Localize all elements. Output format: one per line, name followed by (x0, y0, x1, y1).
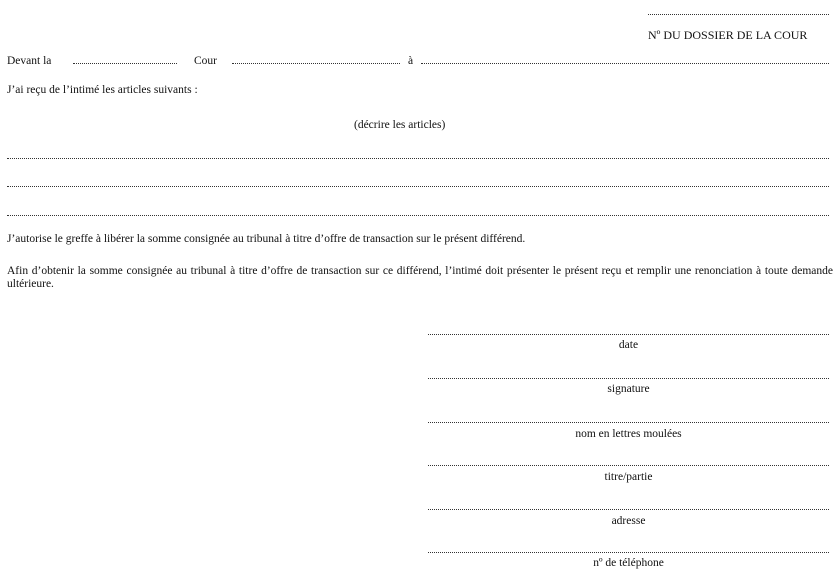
at-word: à (408, 55, 414, 67)
date-caption: date (618, 339, 639, 351)
phone-field[interactable] (428, 552, 829, 553)
address-caption: adresse (611, 515, 646, 527)
title-party-field[interactable] (428, 465, 829, 466)
date-field[interactable] (428, 334, 829, 335)
signature-caption: signature (607, 383, 650, 395)
court-file-number-field[interactable] (648, 14, 829, 15)
court-type-field[interactable] (73, 63, 177, 64)
printed-name-field[interactable] (428, 422, 829, 423)
article-line-2[interactable] (7, 186, 829, 187)
receipt-intro: J’ai reçu de l’intimé les articles suivants : (7, 84, 198, 96)
authorization-paragraph: J’autorise le greffe à libérer la somme consignée au tribunal à titre d’offre de transaction sur le présent différend. (7, 233, 526, 245)
court-word: Cour (194, 55, 217, 67)
printed-name-caption: nom en lettres moulées (575, 428, 682, 440)
describe-articles-hint: (décrire les articles) (354, 119, 446, 131)
article-line-1[interactable] (7, 158, 829, 159)
instructions-paragraph: Afin d’obtenir la somme consignée au tribunal à titre d’offre de transaction sur ce différend, l’intimé doit présenter le présent reçu et remplir une renonciation à toute demande ultérieure. (7, 265, 833, 290)
address-field[interactable] (428, 509, 829, 510)
article-line-3[interactable] (7, 215, 829, 216)
court-location-field[interactable] (421, 63, 829, 64)
phone-caption: nº de téléphone (593, 557, 664, 569)
court-file-number-label: Nº DU DOSSIER DE LA COUR (648, 28, 808, 42)
title-party-caption: titre/partie (604, 471, 653, 483)
court-name-field[interactable] (232, 63, 400, 64)
before-label: Devant la (7, 55, 52, 67)
signature-field[interactable] (428, 378, 829, 379)
